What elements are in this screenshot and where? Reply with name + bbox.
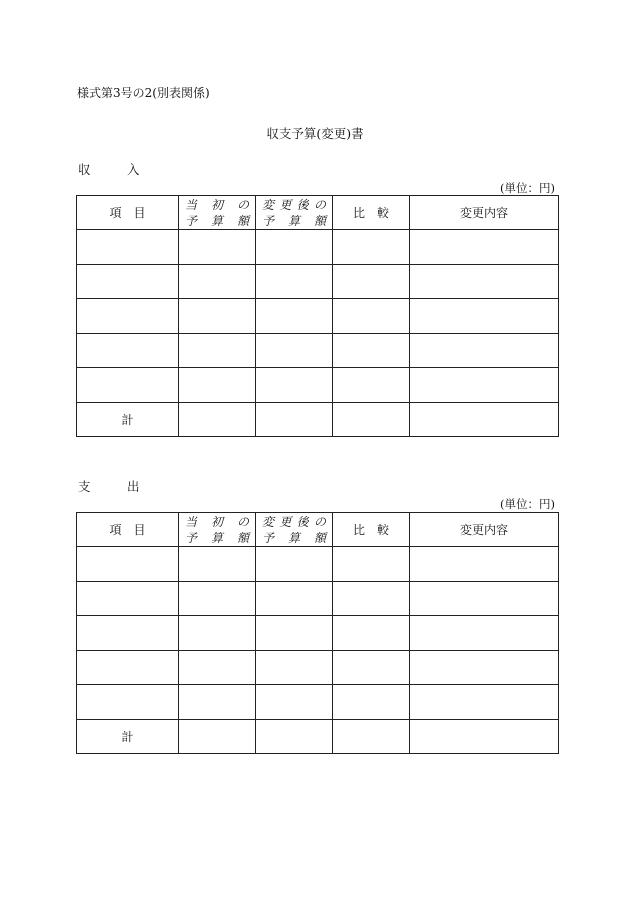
cell-compare[interactable]: [333, 616, 410, 651]
cell-compare[interactable]: [333, 719, 410, 754]
header-item: 項 目: [77, 196, 179, 230]
table-row: [77, 299, 559, 334]
header-initial-budget: 当 初 の 予 算 額: [179, 513, 256, 547]
table-row: [77, 264, 559, 299]
cell-item[interactable]: [77, 368, 179, 403]
header-initial-budget: 当 初 の 予 算 額: [179, 196, 256, 230]
table-row: [77, 333, 559, 368]
total-row: [77, 719, 559, 754]
cell-reason[interactable]: [410, 402, 559, 437]
header-reason: 変更内容: [410, 513, 559, 547]
header-reason: 変更内容: [410, 196, 559, 230]
table-header-row: [77, 513, 559, 547]
cell-initial[interactable]: [179, 299, 256, 334]
cell-compare[interactable]: [333, 230, 410, 265]
cell-item[interactable]: [77, 299, 179, 334]
cell-changed[interactable]: [256, 299, 333, 334]
cell-initial[interactable]: [179, 719, 256, 754]
cell-compare[interactable]: [333, 547, 410, 582]
cell-changed[interactable]: [256, 230, 333, 265]
cell-changed[interactable]: [256, 368, 333, 403]
cell-changed[interactable]: [256, 685, 333, 720]
cell-initial[interactable]: [179, 547, 256, 582]
cell-reason[interactable]: [410, 616, 559, 651]
cell-initial[interactable]: [179, 333, 256, 368]
table-header-row: [77, 196, 559, 230]
cell-compare[interactable]: [333, 368, 410, 403]
cell-reason[interactable]: [410, 581, 559, 616]
cell-initial[interactable]: [179, 685, 256, 720]
cell-compare[interactable]: [333, 299, 410, 334]
cell-reason[interactable]: [410, 650, 559, 685]
cell-reason[interactable]: [410, 368, 559, 403]
income-unit-note: (単位：円): [500, 181, 555, 195]
cell-changed[interactable]: [256, 616, 333, 651]
cell-reason[interactable]: [410, 547, 559, 582]
cell-initial[interactable]: [179, 581, 256, 616]
cell-reason[interactable]: [410, 685, 559, 720]
cell-item[interactable]: [77, 685, 179, 720]
cell-reason[interactable]: [410, 264, 559, 299]
cell-changed[interactable]: [256, 333, 333, 368]
income-table: [76, 195, 559, 437]
cell-compare[interactable]: [333, 650, 410, 685]
header-compare: 比 較: [333, 196, 410, 230]
form-number: 様式第3号の2(別表関係): [77, 86, 210, 100]
cell-compare[interactable]: [333, 264, 410, 299]
cell-changed[interactable]: [256, 581, 333, 616]
cell-item[interactable]: [77, 547, 179, 582]
cell-item[interactable]: [77, 230, 179, 265]
header-item: 項 目: [77, 513, 179, 547]
expense-unit-note: (単位：円): [500, 497, 555, 511]
table-row: [77, 368, 559, 403]
cell-item[interactable]: [77, 581, 179, 616]
header-changed-budget: 変 更 後 の 予 算 額: [256, 513, 333, 547]
cell-reason[interactable]: [410, 333, 559, 368]
table-row: [77, 616, 559, 651]
table-row: [77, 547, 559, 582]
cell-initial[interactable]: [179, 650, 256, 685]
cell-changed[interactable]: [256, 719, 333, 754]
document-title: 収支予算(変更)書: [266, 126, 364, 141]
cell-item[interactable]: [77, 264, 179, 299]
table-row: [77, 581, 559, 616]
cell-reason[interactable]: [410, 230, 559, 265]
income-section-label: 収 入: [78, 162, 152, 177]
cell-compare[interactable]: [333, 402, 410, 437]
table-row: [77, 650, 559, 685]
header-changed-budget: 変 更 後 の 予 算 額: [256, 196, 333, 230]
cell-changed[interactable]: [256, 650, 333, 685]
cell-initial[interactable]: [179, 230, 256, 265]
table-row: [77, 685, 559, 720]
cell-reason[interactable]: [410, 719, 559, 754]
cell-item[interactable]: [77, 650, 179, 685]
cell-changed[interactable]: [256, 264, 333, 299]
cell-initial[interactable]: [179, 368, 256, 403]
header-compare: 比 較: [333, 513, 410, 547]
cell-compare[interactable]: [333, 685, 410, 720]
cell-initial[interactable]: [179, 402, 256, 437]
expense-section-label: 支 出: [78, 479, 152, 494]
total-label: 計: [77, 719, 179, 754]
cell-initial[interactable]: [179, 616, 256, 651]
cell-changed[interactable]: [256, 547, 333, 582]
cell-item[interactable]: [77, 333, 179, 368]
expense-table: [76, 512, 559, 754]
cell-changed[interactable]: [256, 402, 333, 437]
cell-compare[interactable]: [333, 581, 410, 616]
total-label: 計: [77, 402, 179, 437]
total-row: [77, 402, 559, 437]
cell-reason[interactable]: [410, 299, 559, 334]
cell-item[interactable]: [77, 616, 179, 651]
table-row: [77, 230, 559, 265]
cell-initial[interactable]: [179, 264, 256, 299]
cell-compare[interactable]: [333, 333, 410, 368]
